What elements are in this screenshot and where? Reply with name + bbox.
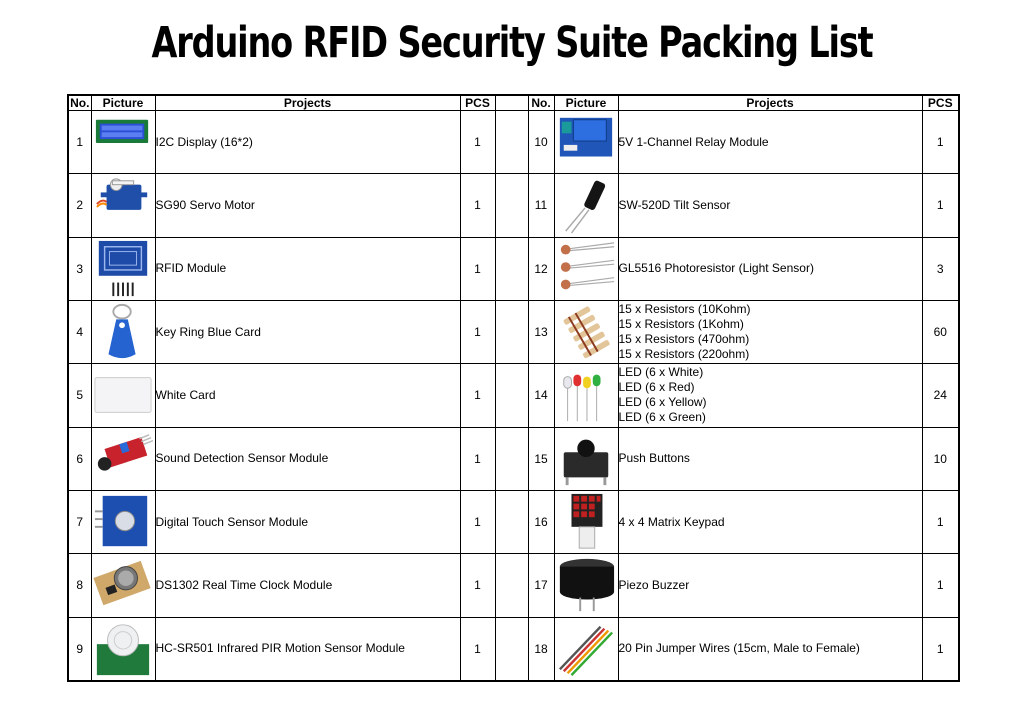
key-fob-icon (93, 302, 153, 362)
item-project-right (618, 111, 922, 174)
project-line: LED (6 x Red) (618, 380, 695, 395)
item-picture-right (554, 300, 618, 363)
item-picture-left (91, 111, 155, 174)
project-line: HC-SR501 Infrared PIR Motion Sensor Module (155, 641, 405, 656)
item-project-right (618, 427, 922, 490)
led-icon (556, 365, 616, 425)
item-pcs-right: 10 (922, 427, 959, 490)
item-pcs-left: 1 (460, 300, 495, 363)
item-pcs-right: 1 (922, 554, 959, 617)
item-picture-right (554, 617, 618, 681)
header-no-left: No. (68, 95, 91, 111)
item-project-right (618, 490, 922, 553)
resistors-icon (556, 302, 616, 362)
project-line: Piezo Buzzer (618, 577, 690, 592)
project-line: DS1302 Real Time Clock Module (155, 577, 333, 592)
table-row (68, 237, 959, 300)
header-projects-left: Projects (155, 95, 460, 111)
project-line: 20 Pin Jumper Wires (15cm, Male to Female) (618, 641, 860, 656)
touch-sensor-icon (93, 492, 153, 552)
item-number-right: 16 (528, 490, 554, 553)
item-project-left (155, 427, 460, 490)
project-line: 15 x Resistors (220ohm) (618, 347, 750, 362)
item-pcs-right: 1 (922, 174, 959, 237)
project-line: 15 x Resistors (10Kohm) (618, 302, 751, 317)
column-gap (495, 300, 528, 363)
item-number-right: 13 (528, 300, 554, 363)
project-line: 15 x Resistors (470ohm) (618, 332, 750, 347)
column-gap (495, 554, 528, 617)
item-project-right (618, 174, 922, 237)
item-project-right (618, 364, 922, 427)
tilt-sensor-icon (556, 175, 616, 235)
item-number-left: 5 (68, 364, 91, 427)
sound-sensor-icon (93, 429, 153, 489)
push-button-icon (556, 429, 616, 489)
item-picture-left (91, 174, 155, 237)
item-project-left (155, 111, 460, 174)
item-picture-left (91, 554, 155, 617)
item-picture-left (91, 427, 155, 490)
item-picture-right (554, 364, 618, 427)
item-project-left (155, 174, 460, 237)
header-projects-right: Projects (618, 95, 922, 111)
page-title: Arduino RFID Security Suite Packing List (151, 18, 873, 68)
item-pcs-right: 60 (922, 300, 959, 363)
item-picture-left (91, 617, 155, 681)
item-picture-left (91, 490, 155, 553)
table-row (68, 174, 959, 237)
column-gap (495, 490, 528, 553)
jumper-wires-icon (556, 619, 616, 679)
item-picture-right (554, 174, 618, 237)
item-pcs-right: 1 (922, 490, 959, 553)
keypad-icon (556, 492, 616, 552)
item-pcs-right: 3 (922, 237, 959, 300)
project-line: 4 x 4 Matrix Keypad (618, 514, 725, 529)
project-line: Digital Touch Sensor Module (155, 514, 309, 529)
column-gap (495, 427, 528, 490)
item-project-left (155, 364, 460, 427)
table-row (68, 427, 959, 490)
item-picture-left (91, 237, 155, 300)
table-row (68, 111, 959, 174)
photoresistor-icon (556, 239, 616, 299)
rfid-module-icon (93, 239, 153, 299)
project-line: SW-520D Tilt Sensor (618, 197, 731, 212)
project-line: Key Ring Blue Card (155, 324, 261, 339)
table-row (68, 617, 959, 681)
item-project-left (155, 490, 460, 553)
header-pcs-left: PCS (460, 95, 495, 111)
item-picture-right (554, 237, 618, 300)
item-project-right (618, 554, 922, 617)
item-picture-right (554, 554, 618, 617)
relay-module-icon (556, 112, 616, 172)
header-gap (495, 95, 528, 111)
table-row (68, 554, 959, 617)
project-line: LED (6 x Yellow) (618, 395, 707, 410)
table-row (68, 300, 959, 363)
item-picture-right (554, 111, 618, 174)
item-project-left (155, 554, 460, 617)
item-number-right: 17 (528, 554, 554, 617)
item-pcs-left: 1 (460, 111, 495, 174)
item-number-left: 9 (68, 617, 91, 681)
item-pcs-right: 24 (922, 364, 959, 427)
item-project-left (155, 300, 460, 363)
item-project-right (618, 617, 922, 681)
project-line: SG90 Servo Motor (155, 197, 255, 212)
item-picture-right (554, 427, 618, 490)
header-no-right: No. (528, 95, 554, 111)
item-pcs-right: 1 (922, 617, 959, 681)
item-number-left: 8 (68, 554, 91, 617)
project-line: LED (6 x Green) (618, 410, 706, 425)
column-gap (495, 617, 528, 681)
pir-sensor-icon (93, 619, 153, 679)
item-picture-right (554, 490, 618, 553)
item-number-right: 10 (528, 111, 554, 174)
lcd-display-icon (93, 112, 153, 172)
item-pcs-left: 1 (460, 427, 495, 490)
column-gap (495, 237, 528, 300)
item-picture-left (91, 364, 155, 427)
item-picture-left (91, 300, 155, 363)
item-number-left: 4 (68, 300, 91, 363)
item-number-left: 2 (68, 174, 91, 237)
item-pcs-left: 1 (460, 490, 495, 553)
column-gap (495, 174, 528, 237)
table-row (68, 490, 959, 553)
header-picture-left: Picture (91, 95, 155, 111)
item-project-left (155, 237, 460, 300)
header-pcs-right: PCS (922, 95, 959, 111)
item-number-right: 15 (528, 427, 554, 490)
project-line: Push Buttons (618, 451, 690, 466)
item-pcs-left: 1 (460, 617, 495, 681)
column-gap (495, 364, 528, 427)
header-picture-right: Picture (554, 95, 618, 111)
project-line: LED (6 x White) (618, 365, 704, 380)
item-pcs-left: 1 (460, 237, 495, 300)
column-gap (495, 111, 528, 174)
buzzer-icon (556, 555, 616, 615)
header-row (68, 95, 959, 111)
item-number-left: 1 (68, 111, 91, 174)
item-project-right (618, 237, 922, 300)
item-number-right: 11 (528, 174, 554, 237)
project-line: White Card (155, 387, 216, 402)
item-number-right: 12 (528, 237, 554, 300)
item-number-left: 7 (68, 490, 91, 553)
item-pcs-left: 1 (460, 364, 495, 427)
white-card-icon (93, 365, 153, 425)
item-project-right (618, 300, 922, 363)
item-number-left: 6 (68, 427, 91, 490)
item-number-right: 18 (528, 617, 554, 681)
project-line: 5V 1-Channel Relay Module (618, 134, 769, 149)
item-pcs-left: 1 (460, 554, 495, 617)
project-line: Sound Detection Sensor Module (155, 451, 329, 466)
project-line: 15 x Resistors (1Kohm) (618, 317, 744, 332)
item-project-left (155, 617, 460, 681)
item-pcs-left: 1 (460, 174, 495, 237)
project-line: RFID Module (155, 261, 227, 276)
servo-motor-icon (93, 175, 153, 235)
item-number-left: 3 (68, 237, 91, 300)
packing-list-table (67, 94, 960, 682)
table-row (68, 364, 959, 427)
rtc-module-icon (93, 555, 153, 615)
item-pcs-right: 1 (922, 111, 959, 174)
project-line: I2C Display (16*2) (155, 134, 253, 149)
item-number-right: 14 (528, 364, 554, 427)
project-line: GL5516 Photoresistor (Light Sensor) (618, 261, 814, 276)
